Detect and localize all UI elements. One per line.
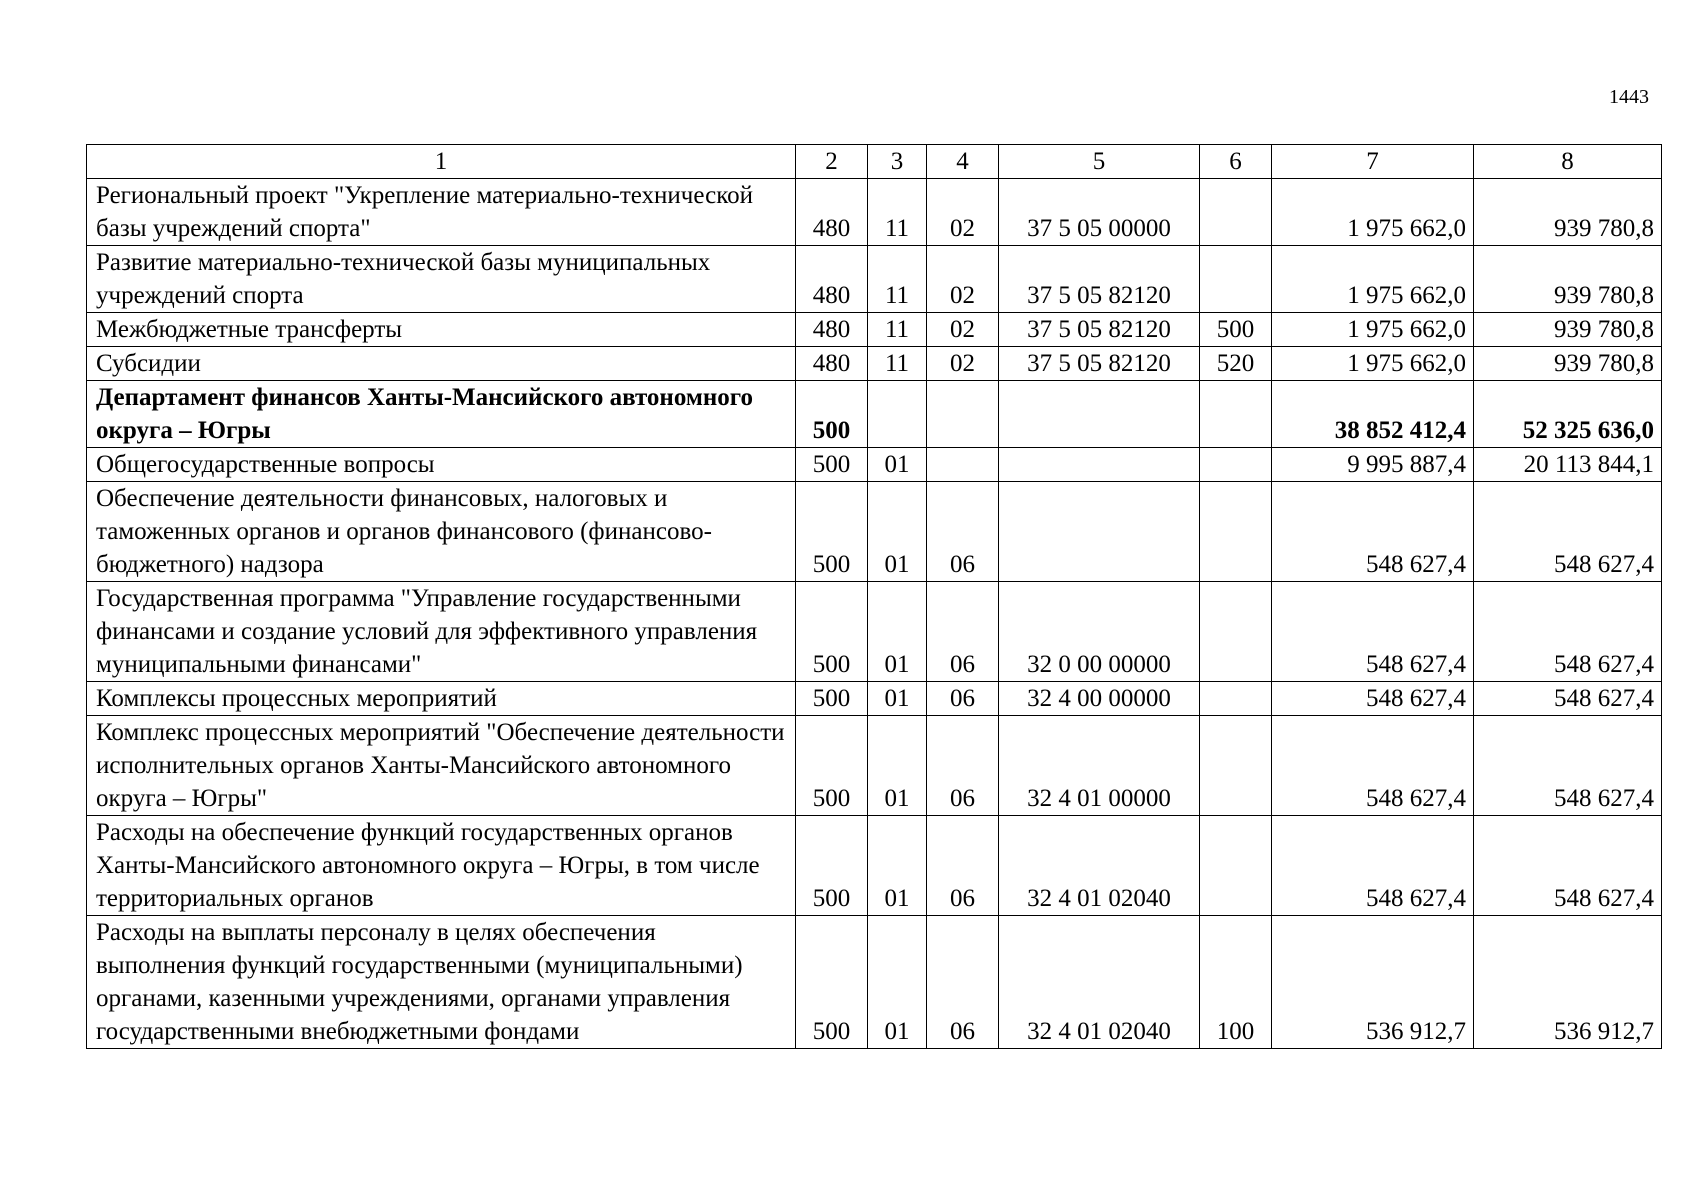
row-section-code: 01	[868, 816, 927, 916]
row-target-code: 32 4 00 00000	[999, 682, 1200, 716]
row-ministry-code: 500	[796, 381, 868, 448]
budget-table	[86, 144, 1662, 1049]
row-section-code: 11	[868, 179, 927, 246]
row-target-code: 32 0 00 00000	[999, 582, 1200, 682]
row-subsection-code	[927, 448, 999, 482]
row-target-code: 37 5 05 82120	[999, 246, 1200, 313]
table-row	[87, 582, 1662, 682]
row-section-code: 11	[868, 246, 927, 313]
row-expense-type	[1200, 816, 1272, 916]
column-header: 5	[999, 145, 1200, 179]
row-amount-year2: 939 780,8	[1474, 347, 1662, 381]
column-header: 6	[1200, 145, 1272, 179]
row-amount-year1: 548 627,4	[1272, 582, 1474, 682]
row-target-code	[999, 381, 1200, 448]
row-amount-year2: 20 113 844,1	[1474, 448, 1662, 482]
row-expense-type: 520	[1200, 347, 1272, 381]
row-expense-type	[1200, 448, 1272, 482]
row-amount-year1: 1 975 662,0	[1272, 179, 1474, 246]
row-amount-year1: 38 852 412,4	[1272, 381, 1474, 448]
row-amount-year2: 939 780,8	[1474, 179, 1662, 246]
row-expense-type	[1200, 716, 1272, 816]
column-header: 3	[868, 145, 927, 179]
row-name: Общегосударственные вопросы	[87, 448, 796, 482]
row-amount-year2: 548 627,4	[1474, 816, 1662, 916]
row-subsection-code: 06	[927, 916, 999, 1049]
row-ministry-code: 480	[796, 179, 868, 246]
row-subsection-code: 02	[927, 246, 999, 313]
row-amount-year2: 939 780,8	[1474, 313, 1662, 347]
row-amount-year1: 1 975 662,0	[1272, 313, 1474, 347]
row-amount-year2: 548 627,4	[1474, 716, 1662, 816]
row-ministry-code: 480	[796, 313, 868, 347]
page-number: 1443	[1609, 86, 1649, 108]
row-subsection-code: 06	[927, 716, 999, 816]
table-row	[87, 482, 1662, 582]
row-subsection-code: 06	[927, 682, 999, 716]
row-subsection-code: 06	[927, 582, 999, 682]
column-header: 2	[796, 145, 868, 179]
row-amount-year1: 548 627,4	[1272, 816, 1474, 916]
row-subsection-code: 02	[927, 179, 999, 246]
row-ministry-code: 500	[796, 816, 868, 916]
row-name: Расходы на выплаты персоналу в целях обеспечения выполнения функций государственными (муниципальными) органами, казенными учреждениями, органами управления государственными внебюджетными фондами	[87, 916, 796, 1049]
table-row	[87, 816, 1662, 916]
row-amount-year1: 548 627,4	[1272, 482, 1474, 582]
row-section-code: 01	[868, 716, 927, 816]
row-target-code	[999, 448, 1200, 482]
row-name: Субсидии	[87, 347, 796, 381]
row-ministry-code: 500	[796, 682, 868, 716]
row-expense-type	[1200, 682, 1272, 716]
row-target-code: 37 5 05 00000	[999, 179, 1200, 246]
row-section-code: 01	[868, 482, 927, 582]
column-header: 7	[1272, 145, 1474, 179]
row-expense-type	[1200, 179, 1272, 246]
row-ministry-code: 500	[796, 482, 868, 582]
row-name: Государственная программа "Управление государственными финансами и создание условий для эффективного управления муниципальными финансами"	[87, 582, 796, 682]
row-name: Расходы на обеспечение функций государственных органов Ханты-Мансийского автономного округа – Югры, в том числе территориальных органов	[87, 816, 796, 916]
row-subsection-code: 06	[927, 482, 999, 582]
row-target-code	[999, 482, 1200, 582]
row-amount-year2: 52 325 636,0	[1474, 381, 1662, 448]
header-row	[87, 145, 1662, 179]
row-section-code	[868, 381, 927, 448]
row-target-code: 32 4 01 02040	[999, 916, 1200, 1049]
table-row	[87, 682, 1662, 716]
column-header: 8	[1474, 145, 1662, 179]
row-amount-year2: 548 627,4	[1474, 482, 1662, 582]
row-subsection-code: 02	[927, 313, 999, 347]
row-subsection-code	[927, 381, 999, 448]
row-name: Комплексы процессных мероприятий	[87, 682, 796, 716]
row-ministry-code: 500	[796, 582, 868, 682]
row-amount-year1: 9 995 887,4	[1272, 448, 1474, 482]
row-ministry-code: 500	[796, 916, 868, 1049]
row-amount-year2: 548 627,4	[1474, 682, 1662, 716]
row-name: Департамент финансов Ханты-Мансийского автономного округа – Югры	[87, 381, 796, 448]
row-amount-year1: 1 975 662,0	[1272, 246, 1474, 313]
row-expense-type: 500	[1200, 313, 1272, 347]
row-section-code: 11	[868, 313, 927, 347]
row-target-code: 37 5 05 82120	[999, 347, 1200, 381]
table-row	[87, 916, 1662, 1049]
row-expense-type	[1200, 482, 1272, 582]
table-row	[87, 716, 1662, 816]
table-body	[87, 145, 1662, 1049]
row-subsection-code: 06	[927, 816, 999, 916]
column-header: 4	[927, 145, 999, 179]
column-header: 1	[87, 145, 796, 179]
table-row	[87, 246, 1662, 313]
table-row	[87, 347, 1662, 381]
row-section-code: 11	[868, 347, 927, 381]
row-amount-year2: 939 780,8	[1474, 246, 1662, 313]
row-ministry-code: 500	[796, 448, 868, 482]
row-name: Региональный проект "Укрепление материально-технической базы учреждений спорта"	[87, 179, 796, 246]
row-expense-type	[1200, 381, 1272, 448]
row-target-code: 32 4 01 02040	[999, 816, 1200, 916]
row-amount-year2: 548 627,4	[1474, 582, 1662, 682]
row-name: Обеспечение деятельности финансовых, налоговых и таможенных органов и органов финансового (финансово-бюджетного) надзора	[87, 482, 796, 582]
row-expense-type: 100	[1200, 916, 1272, 1049]
table-row	[87, 179, 1662, 246]
row-name: Комплекс процессных мероприятий "Обеспечение деятельности исполнительных органов Ханты-Мансийского автономного округа – Югры"	[87, 716, 796, 816]
row-ministry-code: 500	[796, 716, 868, 816]
row-target-code: 37 5 05 82120	[999, 313, 1200, 347]
table-row	[87, 448, 1662, 482]
row-amount-year1: 548 627,4	[1272, 682, 1474, 716]
row-amount-year1: 536 912,7	[1272, 916, 1474, 1049]
row-expense-type	[1200, 246, 1272, 313]
row-section-code: 01	[868, 916, 927, 1049]
row-name: Межбюджетные трансферты	[87, 313, 796, 347]
row-expense-type	[1200, 582, 1272, 682]
row-section-code: 01	[868, 682, 927, 716]
row-ministry-code: 480	[796, 347, 868, 381]
row-section-code: 01	[868, 448, 927, 482]
row-subsection-code: 02	[927, 347, 999, 381]
row-amount-year1: 1 975 662,0	[1272, 347, 1474, 381]
row-amount-year2: 536 912,7	[1474, 916, 1662, 1049]
row-name: Развитие материально-технической базы муниципальных учреждений спорта	[87, 246, 796, 313]
row-amount-year1: 548 627,4	[1272, 716, 1474, 816]
row-target-code: 32 4 01 00000	[999, 716, 1200, 816]
table-row	[87, 381, 1662, 448]
row-ministry-code: 480	[796, 246, 868, 313]
row-section-code: 01	[868, 582, 927, 682]
table-row	[87, 313, 1662, 347]
